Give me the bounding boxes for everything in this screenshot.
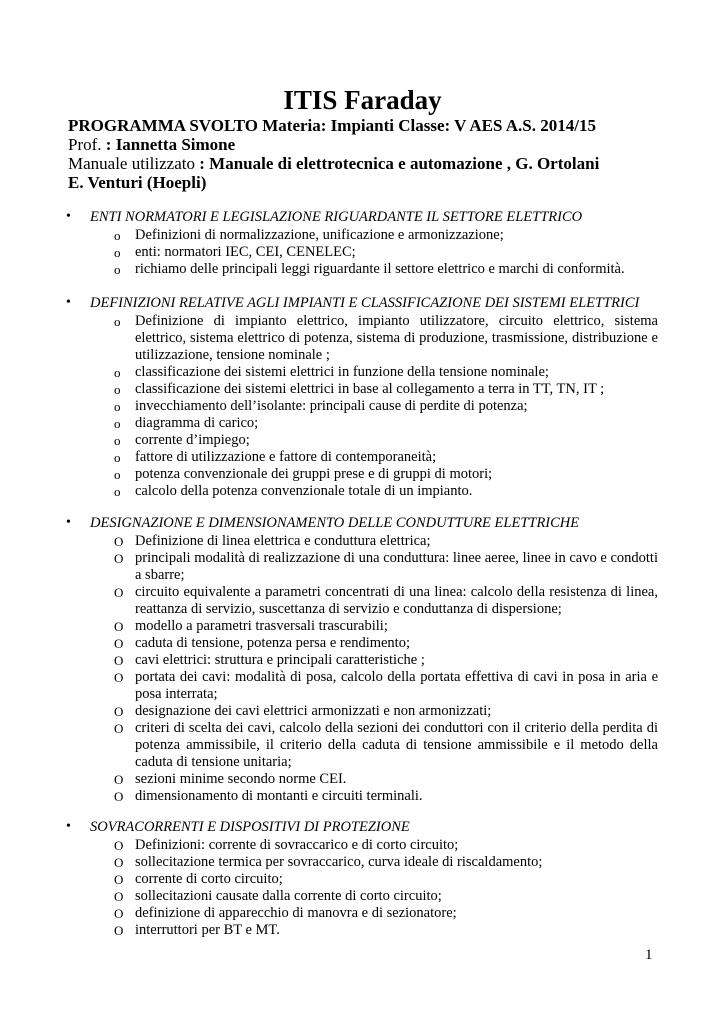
section-title: SOVRACORRENTI E DISPOSITIVI DI PROTEZIONE (90, 819, 410, 835)
list-item: o richiamo delle principali leggi riguardante il settore elettrico e marchi di conformità. (114, 261, 625, 277)
section-title: DEFINIZIONI RELATIVE AGLI IMPIANTI E CLASSIFICAZIONE DEI SISTEMI ELETTRICI (90, 295, 640, 311)
circle-bullet-icon: O (114, 838, 124, 853)
list-item: O modello a parametri trasversali trascurabili; (114, 618, 388, 634)
list-item: O Definizione di linea elettrica e conduttura elettrica; (114, 533, 431, 549)
circle-bullet-icon: o (114, 365, 121, 380)
list-item: O cavi elettrici: struttura e principali caratteristiche ; (114, 652, 425, 668)
list-item: O criteri di scelta dei cavi, calcolo della sezioni dei conduttori con il criterio della perdita di potenza ammissibile, il criterio della caduta di tensione ammissibile e il metodo della caduta di tensione unitaria; (114, 720, 658, 770)
section-condutture-elettriche (66, 513, 658, 805)
circle-bullet-icon: O (114, 772, 124, 787)
list-item: O designazione dei cavi elettrici armonizzati e non armonizzati; (114, 703, 492, 719)
list-item: o classificazione dei sistemi elettrici in funzione della tensione nominale; (114, 364, 549, 380)
list-item: O dimensionamento di montanti e circuiti terminali. (114, 788, 423, 804)
list-item: o invecchiamento dell’isolante: principali cause di perdite di potenza; (114, 398, 528, 414)
list-item: o calcolo della potenza convenzionale totale di un impianto. (114, 483, 473, 499)
circle-bullet-icon: O (114, 872, 124, 887)
circle-bullet-icon: o (114, 484, 121, 499)
section-title: ENTI NORMATORI E LEGISLAZIONE RIGUARDANTE IL SETTORE ELETTRICO (90, 209, 583, 225)
circle-bullet-icon: O (114, 789, 124, 804)
list-item: o corrente d’impiego; (114, 432, 250, 448)
section-heading (66, 817, 658, 837)
circle-bullet-icon: o (114, 433, 121, 448)
list-item: O caduta di tensione, potenza persa e rendimento; (114, 635, 410, 651)
circle-bullet-icon: O (114, 670, 124, 685)
circle-bullet-icon: O (114, 923, 124, 938)
list-item: o Definizione di impianto elettrico, impianto utilizzatore, circuito elettrico, sistema elettrico, sistema elettrico di potenza, sistema di produzione, trasmissione, distribuzione e utilizzazione, tensione nominale ; (114, 313, 658, 363)
list-item: o diagramma di carico; (114, 415, 259, 431)
bullet-icon: • (66, 515, 71, 530)
list-item: O principali modalità di realizzazione di una conduttura: linee aeree, linee in cavo e condotti a sbarre; (114, 550, 658, 583)
section-heading (66, 293, 658, 313)
bullet-icon: • (66, 209, 71, 224)
circle-bullet-icon: o (114, 382, 121, 397)
circle-bullet-icon: O (114, 534, 124, 549)
list-item: O definizione di apparecchio di manovra e di sezionatore; (114, 905, 457, 921)
item-list (66, 313, 658, 500)
list-item: O sezioni minime secondo norme CEI. (114, 771, 347, 787)
circle-bullet-icon: o (114, 467, 121, 482)
item-list (66, 837, 658, 939)
bullet-icon: • (66, 819, 71, 834)
manual-title: : Manuale di elettrotecnica e automazione , G. Ortolani (199, 154, 600, 173)
list-item: o enti: normatori IEC, CEI, CENELEC; (114, 244, 356, 260)
bullet-icon: • (66, 295, 71, 310)
circle-bullet-icon: O (114, 721, 124, 736)
list-item: o Definizioni di normalizzazione, unificazione e armonizzazione; (114, 227, 504, 243)
list-item: O circuito equivalente a parametri concentrati di una linea: calcolo della resistenza di linea, reattanza di servizio, suscettanza di servizio e conduttanza di dispersione; (114, 584, 658, 617)
circle-bullet-icon: o (114, 450, 121, 465)
manual-authors: E. Venturi (Hoepli) (68, 173, 207, 192)
section-sovracorrenti (66, 817, 658, 939)
list-item: O corrente di corto circuito; (114, 871, 283, 887)
circle-bullet-icon: O (114, 906, 124, 921)
list-item: O sollecitazioni causate dalla corrente di corto circuito; (114, 888, 442, 904)
list-item: o fattore di utilizzazione e fattore di contemporaneità; (114, 449, 437, 465)
list-item: o potenza convenzionale dei gruppi prese e di gruppi di motori; (114, 466, 493, 482)
section-heading (66, 207, 658, 227)
item-list (66, 533, 658, 805)
item-list (66, 227, 658, 278)
list-item: O portata dei cavi: modalità di posa, calcolo della portata effettiva di cavi in posa in aria e posa interrata; (114, 669, 658, 702)
section-definizioni-impianti (66, 293, 658, 500)
document-title: ITIS Faraday (283, 85, 442, 115)
circle-bullet-icon: O (114, 636, 124, 651)
professor-name: : Iannetta Simone (105, 135, 236, 154)
circle-bullet-icon: O (114, 585, 124, 600)
circle-bullet-icon: O (114, 889, 124, 904)
circle-bullet-icon: o (114, 262, 121, 277)
circle-bullet-icon: O (114, 653, 124, 668)
section-heading (66, 513, 658, 533)
circle-bullet-icon: O (114, 551, 124, 566)
circle-bullet-icon: O (114, 704, 124, 719)
list-item: O Definizioni: corrente di sovraccarico e di corto circuito; (114, 837, 459, 853)
list-item: O sollecitazione termica per sovraccarico, curva ideale di riscaldamento; (114, 854, 543, 870)
manual-label: Manuale utilizzato (68, 154, 200, 173)
program-header-line: PROGRAMMA SVOLTO Materia: Impianti Classe: V AES A.S. 2014/15 (68, 116, 596, 135)
list-item: O interruttori per BT e MT. (114, 922, 280, 938)
circle-bullet-icon: O (114, 619, 124, 634)
circle-bullet-icon: o (114, 228, 121, 243)
section-title: DESIGNAZIONE E DIMENSIONAMENTO DELLE CONDUTTURE ELETTRICHE (90, 515, 580, 531)
circle-bullet-icon: o (114, 416, 121, 431)
circle-bullet-icon: o (114, 399, 121, 414)
list-item: o classificazione dei sistemi elettrici in base al collegamento a terra in TT, TN, IT ; (114, 381, 605, 397)
circle-bullet-icon: o (114, 245, 121, 260)
professor-label: Prof. (68, 135, 106, 154)
page-number: 1 (645, 947, 653, 963)
section-enti-normatori (66, 207, 658, 278)
circle-bullet-icon: O (114, 855, 124, 870)
circle-bullet-icon: o (114, 314, 121, 329)
